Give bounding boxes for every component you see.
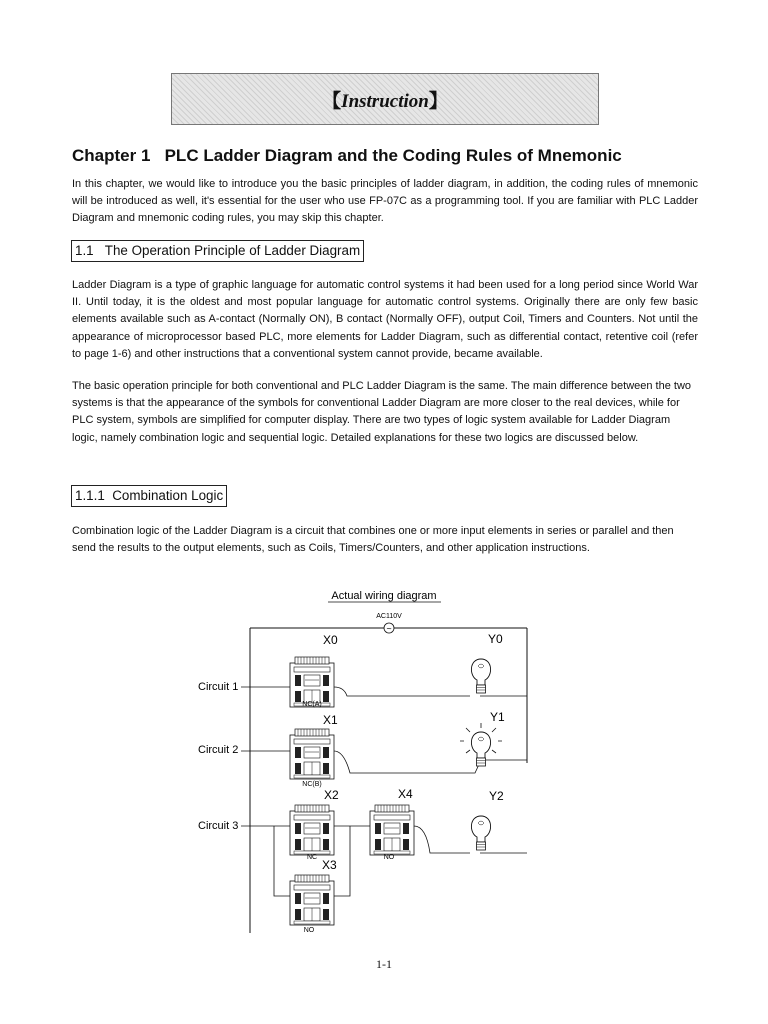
section-heading-1-1: 1.1 The Operation Principle of Ladder Diagram: [71, 240, 364, 262]
circuit-2-label: Circuit 2: [198, 744, 239, 756]
contact-x2: [290, 805, 334, 855]
x2-label: X2: [324, 788, 339, 802]
circuit-3-out-wire: [414, 826, 470, 853]
x0-contact-type: NC(A): [302, 701, 322, 708]
operation-principle-paragraph: The basic operation principle for both conventional and PLC Ladder Diagram is the same. The main difference between the two systems is that the appearance of the symbols for conventional Ladder Diagram are more closer to the real devices, while for PLC system, symbols are simplified for computer display. There are two types of logic system available for Ladder Diagram logic, namely combination logic and sequential logic. Detailed explanations for these two logics are discussed below.: [72, 380, 692, 444]
chapter-number: Chapter 1: [72, 146, 151, 165]
bulb-y0-icon: [471, 659, 490, 693]
contact-x1: [290, 729, 334, 779]
chapter-title: PLC Ladder Diagram and the Coding Rules of Mnemonic: [164, 146, 622, 165]
ladder-diagram-paragraph: Ladder Diagram is a type of graphic language for automatic control systems it had been used for a long period since World War II. Until today, it is the oldest and most popular language for automatic control systems. Originally there are only few basic elements available such as A-contact (Normally ON), B contact (Normally OFF), output Coil, Timers and Counters. Not until the appearance of microprocessor based PLC, more elements for Ladder Diagram, such as differential contact, retentive coil (refer to page 1-6) and other instructions that a conventional system cannot provide, became available.: [72, 279, 698, 360]
circuit-3-label: Circuit 3: [198, 820, 239, 832]
y2-label: Y2: [489, 789, 504, 803]
instruction-banner: [171, 73, 599, 125]
x0-label: X0: [323, 633, 338, 647]
circuit-2-out-wire: [334, 751, 481, 773]
x1-contact-type: NC(B): [302, 781, 322, 788]
bulb-y2-icon: [471, 816, 490, 850]
circuit-1-label: Circuit 1: [198, 681, 239, 693]
banner-title: 【Instruction】: [322, 90, 448, 112]
x3-label: X3: [322, 858, 337, 872]
y0-label: Y0: [488, 632, 503, 646]
chapter-heading: [72, 146, 712, 166]
contact-x4: [370, 805, 414, 855]
intro-paragraph: In this chapter, we would like to introduce you the basic principles of ladder diagram, in addition, the coding rules of mnemonic will be introduced as well, it's essential for the user who use FP-07C as a programming tool. If you are familiar with PLC Ladder Diagram and mnemonic coding rules, you may skip this chapter.: [72, 178, 698, 225]
combination-logic-paragraph: Combination logic of the Ladder Diagram is a circuit that combines one or more input elements in series or parallel and then send the results to the output elements, such as Coils, Timers/Counters, and other application instructions.: [72, 525, 674, 555]
diagram-title: Actual wiring diagram: [331, 590, 437, 602]
x4-label: X4: [398, 787, 413, 801]
circuit-1-out-wire: [334, 687, 470, 696]
x2-contact-type: NC: [306, 854, 318, 861]
contact-x0: [290, 657, 334, 707]
section-heading-1-1-1: 1.1.1 Combination Logic: [71, 485, 227, 507]
x3-branch-wire: [274, 826, 290, 896]
contact-x3: [290, 875, 334, 925]
x4-contact-type: NO: [383, 854, 395, 861]
wiring-diagram: [190, 583, 550, 943]
supply-voltage-label: AC110V: [376, 613, 402, 620]
y1-label: Y1: [490, 710, 505, 724]
bulb-y1-icon: [471, 732, 490, 766]
x1-label: X1: [323, 713, 338, 727]
x3-contact-type: NO: [303, 927, 315, 934]
page-number: 1-1: [376, 957, 392, 971]
ac-symbol: ~: [386, 625, 392, 633]
